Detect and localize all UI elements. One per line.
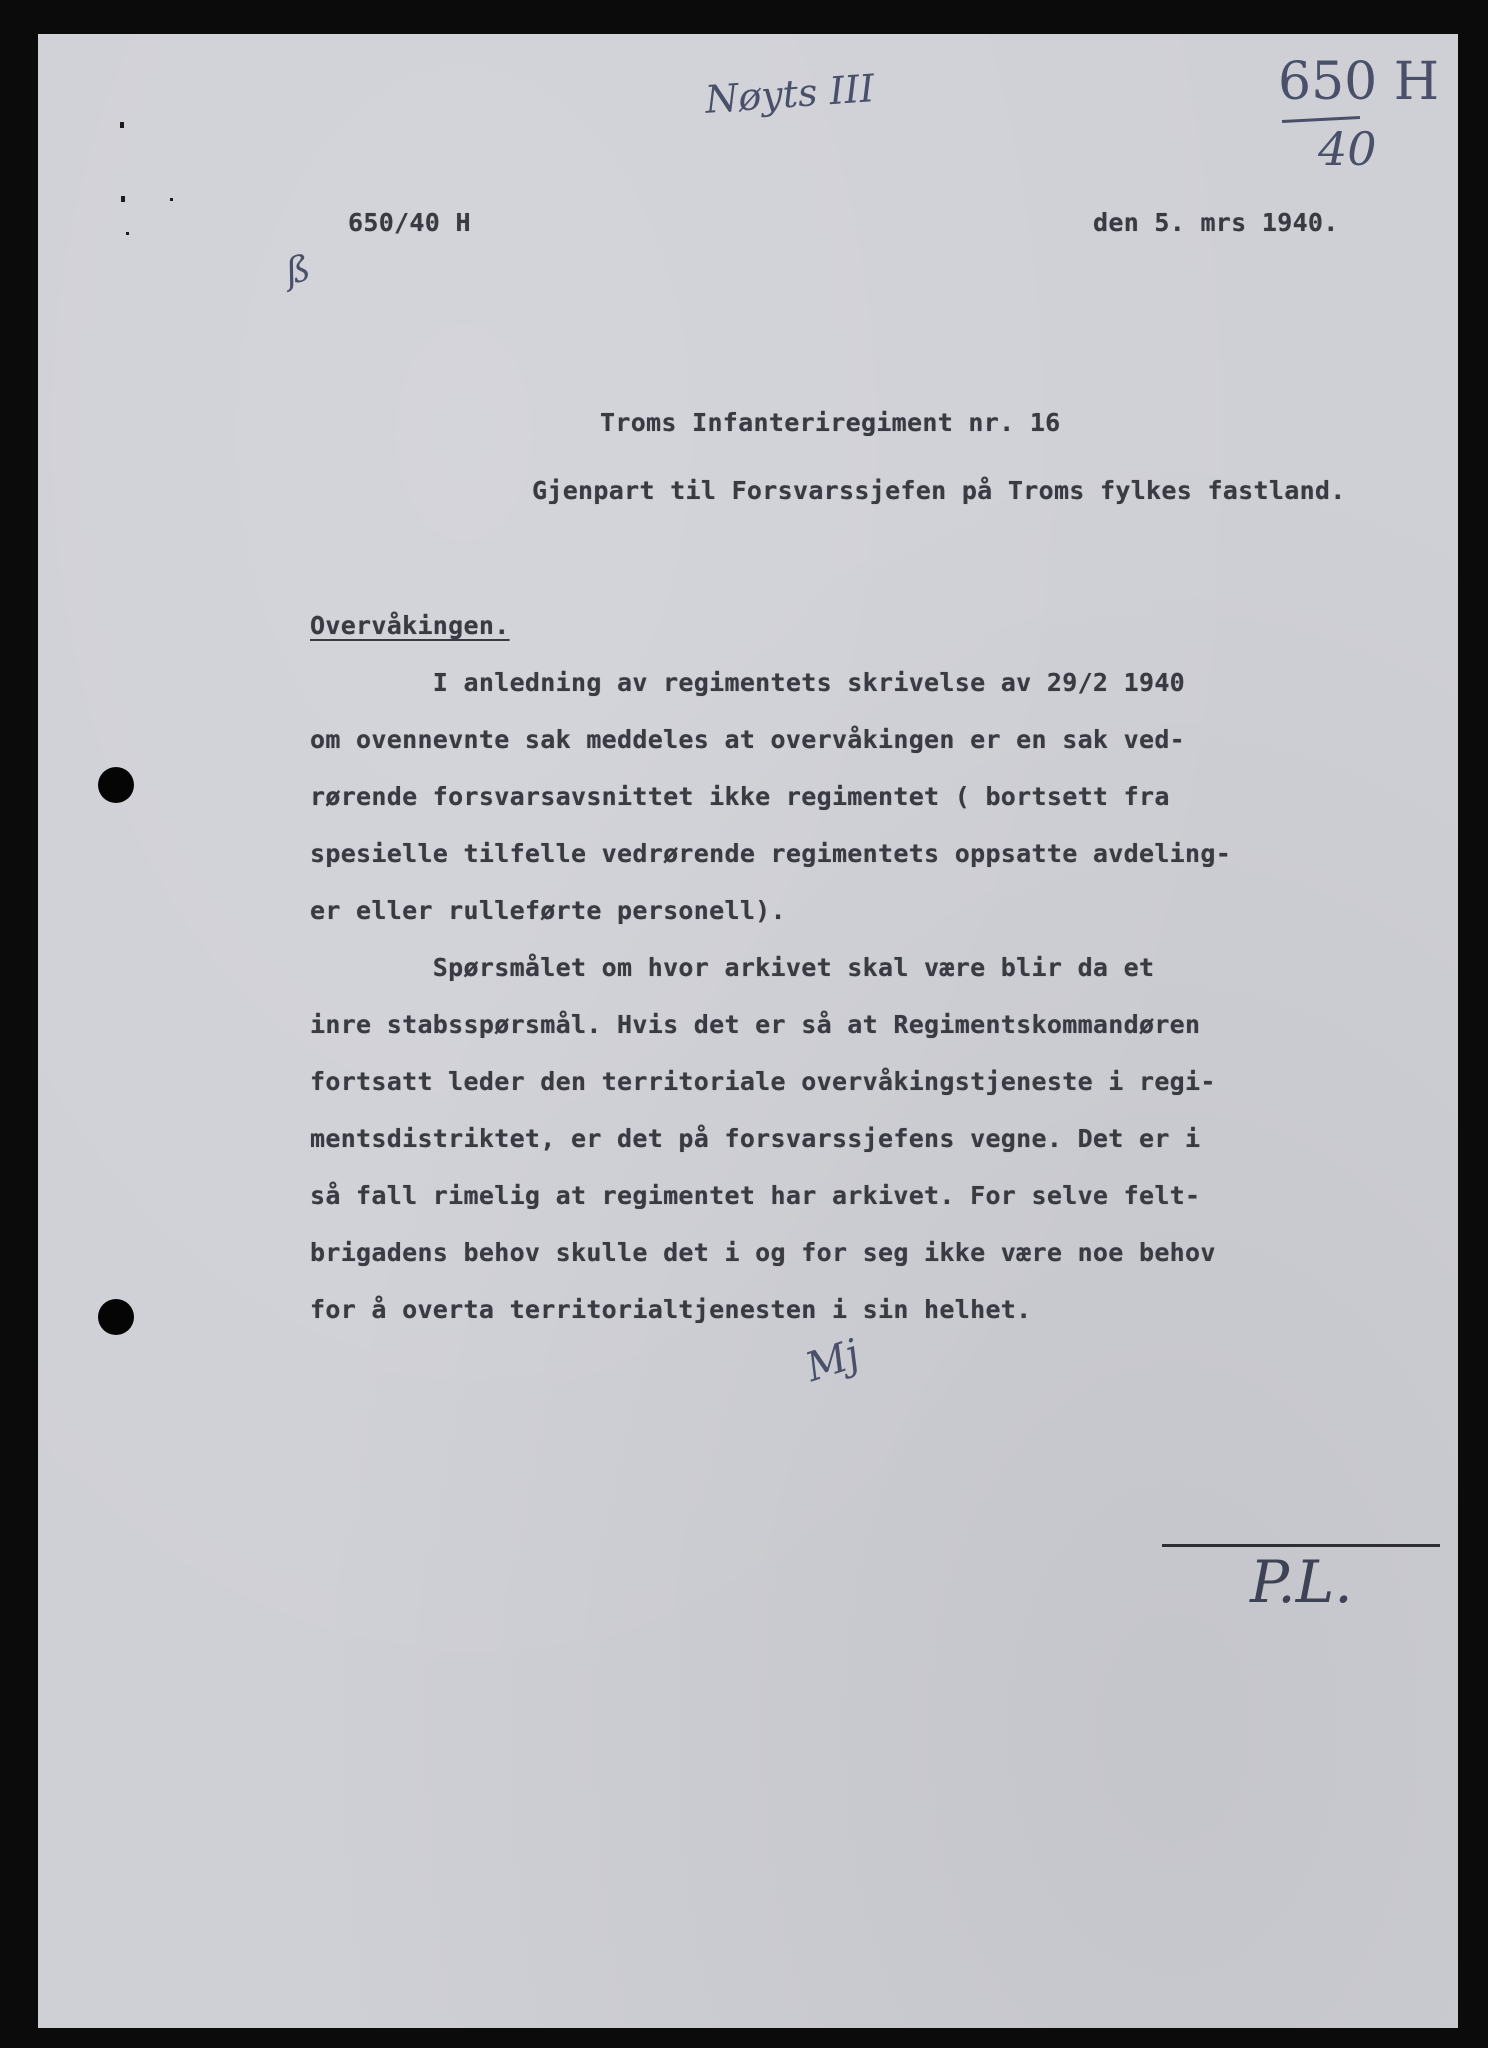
punch-hole-top [98,767,134,803]
paper-speck [120,122,124,128]
body-line: er eller rulleførte personell). [310,896,786,925]
body-line: mentsdistriktet, er det på forsvarssjefens vegne. Det er i [310,1124,1201,1153]
body-line: spesielle tilfelle vedrørende regimentets oppsatte avdeling- [310,839,1232,868]
copy-recipient: Gjenpart til Forsvarssjefen på Troms fylkes fastland. [532,476,1346,505]
paper-speck [121,196,125,202]
signature-line [1162,1544,1440,1547]
body-line: I anledning av regimentets skrivelse av 29/2 1940 [310,668,1186,697]
body-line: rørende forsvarsavsnittet ikke regimentet ( bortsett fra [310,782,1170,811]
handwritten-filing-note: Nøyts III [703,66,876,122]
body-line: for å overta territorialtjenesten i sin helhet. [310,1295,1032,1324]
handwritten-initials: Mj [800,1330,866,1392]
body-line: fortsatt leder den territoriale overvåkingstjeneste i regi- [310,1067,1216,1096]
recipient: Troms Infanteriregiment nr. 16 [600,408,1061,437]
paper-speck [126,232,129,235]
paper-speck [170,198,173,201]
body-line: så fall rimelig at regimentet har arkivet. For selve felt- [310,1181,1201,1210]
body-line: om ovennevnte sak meddeles at overvåkingen er en sak ved- [310,725,1186,754]
archive-number-top: 650 H [1278,52,1440,112]
body-line: brigadens behov skulle det i og for seg ikke være noe behov [310,1238,1216,1267]
margin-mark: ß [282,247,315,294]
punch-hole-bottom [98,1299,134,1335]
body-line: Spørsmålet om hvor arkivet skal være blir da et [310,953,1155,982]
body-line: inre stabsspørsmål. Hvis det er så at Regimentskommandøren [310,1010,1201,1039]
archive-number-bottom: 40 [1318,122,1377,176]
reference-number: 650/40 H [348,208,471,237]
subject-heading: Overvåkingen. [310,611,510,640]
handwritten-signature: P.L. [1250,1548,1353,1616]
document-date: den 5. mrs 1940. [1093,208,1339,237]
